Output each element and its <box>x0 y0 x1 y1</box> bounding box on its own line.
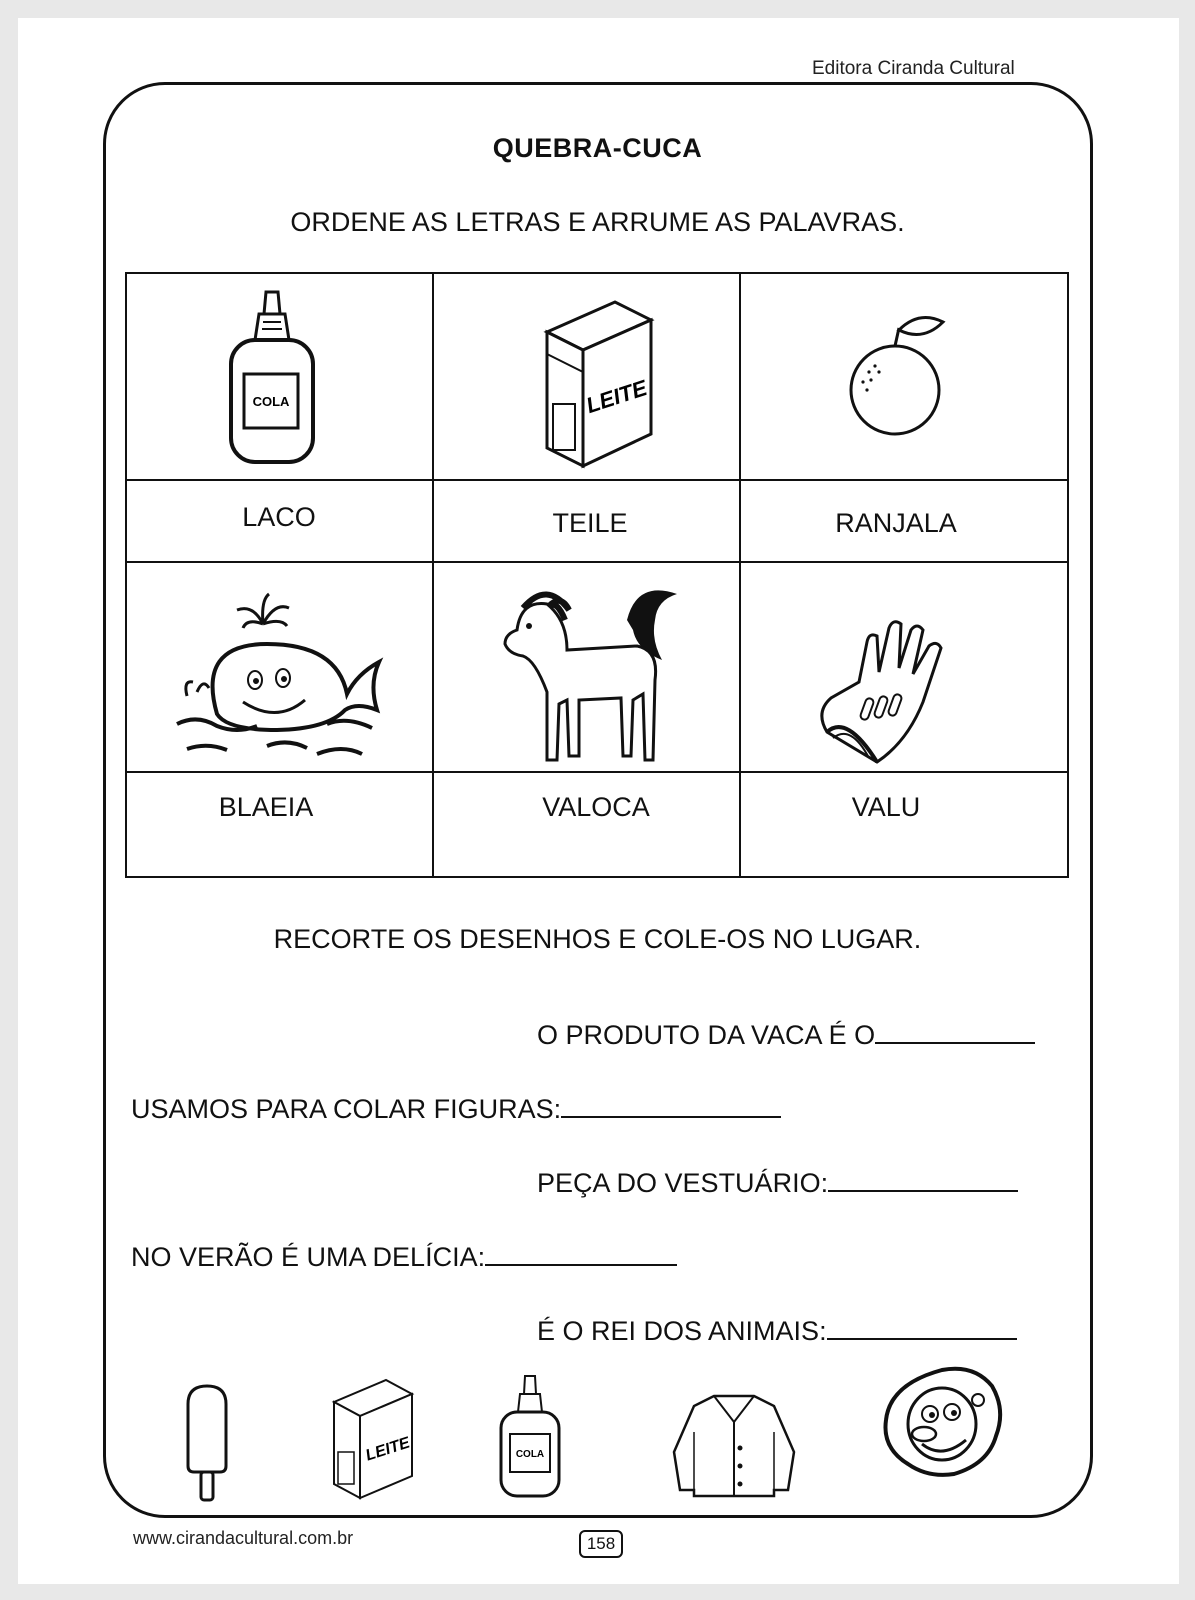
milk-carton-label: LEITE <box>363 1434 413 1465</box>
jacket-icon[interactable] <box>670 1392 798 1503</box>
answer-blank[interactable] <box>828 1168 1018 1192</box>
question-text: PEÇA DO VESTUÁRIO: <box>537 1168 829 1198</box>
scrambled-word: RANJALA <box>835 508 957 538</box>
question-row <box>131 1242 677 1273</box>
answer-blank[interactable] <box>485 1242 677 1266</box>
milk-carton-icon <box>537 294 657 474</box>
lion-icon[interactable] <box>878 1364 1006 1483</box>
puzzle-grid <box>125 272 1069 878</box>
question-text: USAMOS PARA COLAR FIGURAS: <box>131 1094 562 1124</box>
question-row <box>537 1316 1017 1347</box>
horse-icon <box>487 580 687 775</box>
whale-icon <box>157 584 397 764</box>
milk-carton-icon[interactable] <box>330 1376 416 1505</box>
question-text: NO VERÃO É UMA DELÍCIA: <box>131 1242 486 1272</box>
instruction-cut-paste: RECORTE OS DESENHOS E COLE-OS NO LUGAR. <box>273 924 922 954</box>
answer-blank[interactable] <box>827 1316 1017 1340</box>
website-link[interactable]: www.cirandacultural.com.br <box>133 1528 354 1548</box>
scrambled-word: BLAEIA <box>218 792 314 822</box>
milk-carton-label: LEITE <box>583 375 651 419</box>
page-number: 158 <box>579 1530 623 1558</box>
scrambled-word: VALOCA <box>542 792 650 822</box>
question-text: O PRODUTO DA VACA É O <box>537 1020 876 1050</box>
glue-bottle-icon[interactable] <box>498 1372 562 1503</box>
publisher-name: Editora Ciranda Cultural <box>812 58 1015 79</box>
question-text: É O REI DOS ANIMAIS: <box>537 1316 827 1346</box>
question-row <box>537 1168 1018 1199</box>
question-row <box>131 1094 781 1125</box>
answer-blank[interactable] <box>561 1094 781 1118</box>
question-row <box>537 1020 1035 1051</box>
glue-bottle-icon <box>227 284 317 471</box>
popsicle-icon[interactable] <box>184 1384 230 1507</box>
answer-blank[interactable] <box>875 1020 1035 1044</box>
instruction-order-letters: ORDENE AS LETRAS E ARRUME AS PALAVRAS. <box>290 207 905 237</box>
glue-bottle-label: COLA <box>515 1449 545 1460</box>
orange-icon <box>849 310 949 445</box>
glue-bottle-label: COLA <box>252 394 290 409</box>
glove-icon <box>807 602 967 777</box>
scrambled-word: TEILE <box>552 508 628 538</box>
scrambled-word: VALU <box>851 792 921 822</box>
page-title: QUEBRA-CUCA <box>492 133 703 163</box>
scrambled-word: LACO <box>242 502 316 532</box>
